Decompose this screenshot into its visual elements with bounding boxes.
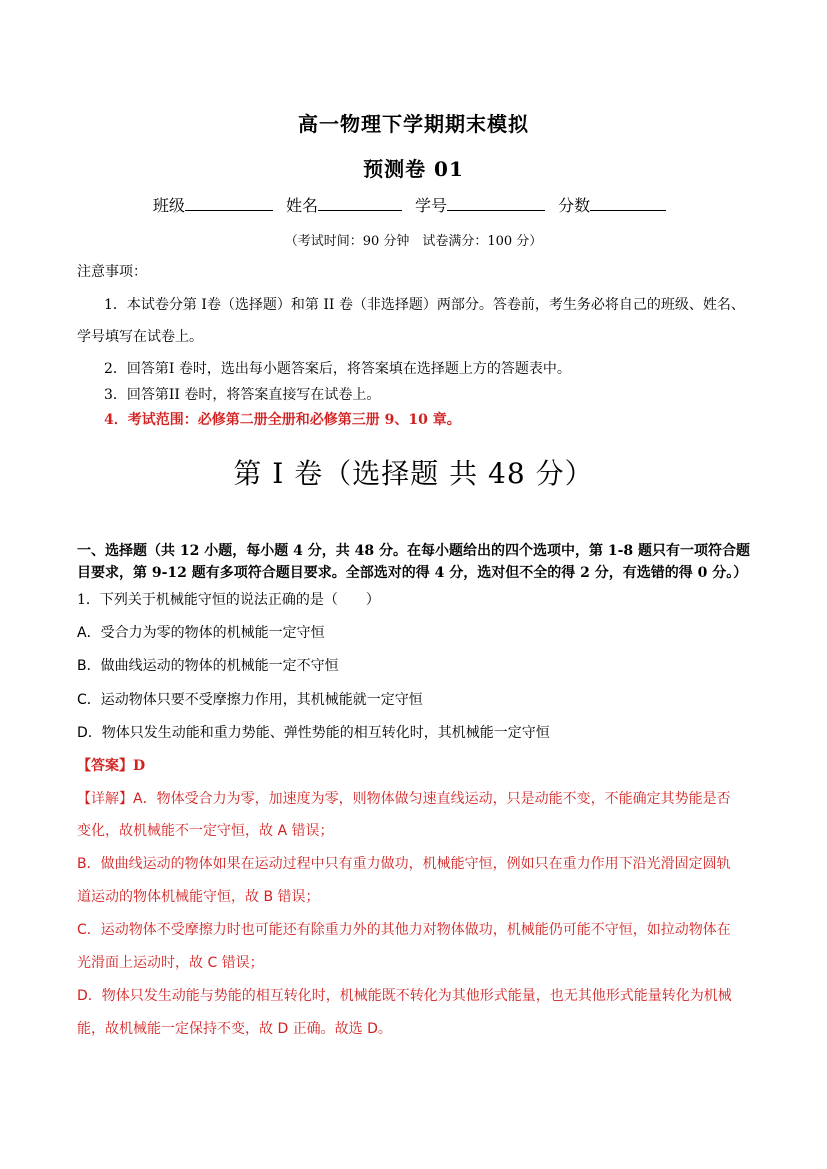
class-blank	[185, 194, 273, 211]
name-blank	[318, 194, 402, 211]
class-label: 班级	[152, 196, 185, 215]
detail-a-line-2: 变化，故机械能不一定守恒，故 A 错误；	[77, 823, 334, 839]
question-1-option-c: C．运动物体只要不受摩擦力作用，其机械能就一定守恒	[77, 692, 423, 708]
detail-c-line-1: C．运动物体不受摩擦力时也可能还有除重力外的其他力对物体做功，机械能仍可能不守恒，如拉动物体在	[77, 922, 731, 938]
detail-d-line-1: D．物体只发生动能与势能的相互转化时，机械能既不转化为其他形式能量，也无其他形式能量转化为机械	[77, 988, 732, 1004]
notice-item-1-line-1: 1．本试卷分第 I卷（选择题）和第 II 卷（非选择题）两部分。答卷前，考生务必将自己的班级、姓名、	[104, 297, 745, 313]
question-1-stem: 1．下列关于机械能守恒的说法正确的是（ ）	[77, 592, 380, 608]
detail-a-line-1: 【详解】A．物体受合力为零，加速度为零，则物体做匀速直线运动，只是动能不变，不能确定其势能是否	[77, 791, 731, 807]
detail-c-line-2: 光滑面上运动时，故 C 错误；	[77, 955, 264, 971]
section-title: 第 I 卷（选择题 共 48 分）	[233, 457, 594, 490]
name-label: 姓名	[285, 196, 318, 215]
section-instruction-line-2: 目要求，第 9-12 题有多项符合题目要求。全部选对的得 4 分，选对但不全的得 2 分，有选错的得 0 分。）	[77, 565, 748, 581]
notice-item-3: 3．回答第II 卷时，将答案直接写在试卷上。	[104, 387, 381, 403]
section-instruction-line-1: 一、选择题（共 12 小题，每小题 4 分，共 48 分。在每小题给出的四个选项中，第 1-8 题只有一项符合题	[77, 543, 750, 559]
detail-d-line-2: 能，故机械能一定保持不变，故 D 正确。故选 D。	[77, 1021, 392, 1037]
student-info-row	[0, 193, 827, 216]
score-label: 分数	[558, 196, 591, 215]
student-number-label: 学号	[415, 196, 448, 215]
exam-time-info: （考试时间：90 分钟 试卷满分：100 分）	[284, 234, 543, 249]
student-number-blank	[447, 194, 545, 211]
question-1-option-a: A．受合力为零的物体的机械能一定守恒	[77, 625, 325, 641]
question-1-answer: 【答案】D	[77, 758, 146, 774]
exam-title: 高一物理下学期期末模拟	[298, 112, 529, 136]
notice-item-4-exam-scope: 4．考试范围：必修第二册全册和必修第三册 9、10 章。	[104, 412, 461, 428]
notice-heading: 注意事项：	[77, 264, 147, 280]
exam-subtitle: 预测卷 01	[363, 157, 464, 181]
detail-b-line-2: 道运动的物体机械能守恒，故 B 错误；	[77, 889, 320, 905]
score-blank	[590, 194, 666, 211]
detail-b-line-1: B．做曲线运动的物体如果在运动过程中只有重力做功，机械能守恒，例如只在重力作用下沿光滑固定圆轨	[77, 856, 731, 872]
question-1-option-b: B．做曲线运动的物体的机械能一定不守恒	[77, 658, 339, 674]
notice-item-2: 2．回答第I 卷时，选出每小题答案后，将答案填在选择题上方的答题表中。	[104, 361, 571, 377]
notice-item-1-line-2: 学号填写在试卷上。	[77, 329, 203, 345]
question-1-option-d: D．物体只发生动能和重力势能、弹性势能的相互转化时，其机械能一定守恒	[77, 725, 550, 741]
